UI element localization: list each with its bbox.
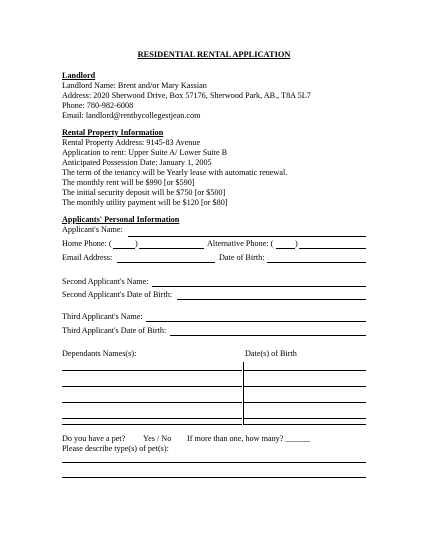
landlord-heading: Landlord [62, 71, 96, 80]
second-applicant-dob-field[interactable] [177, 290, 366, 300]
second-applicant-name-field[interactable] [152, 277, 366, 287]
document-title: RESIDENTIAL RENTAL APPLICATION [137, 50, 291, 59]
property-application: Application to rent: Upper Suite A/ Lower Suite B [62, 148, 228, 157]
property-heading: Rental Property Information [62, 128, 164, 137]
applicant-name-field[interactable] [128, 227, 366, 237]
dependants-names-label: Dependants Names(s): [62, 349, 137, 358]
property-utility: The monthly utility payment will be $120 [or $80] [62, 198, 228, 207]
alt-phone-label: Alternative Phone: ( [207, 239, 274, 248]
landlord-phone: Phone: 780-982-6008 [62, 101, 134, 110]
alt-phone-area-code-field[interactable] [276, 239, 295, 249]
home-phone-label: Home Phone: ( [62, 239, 112, 248]
landlord-email: Email: landlord@rentbycollegestjean.com [62, 111, 201, 120]
pet-yes-no[interactable]: Yes / No [143, 434, 172, 443]
third-applicant-name-field[interactable] [146, 312, 366, 322]
property-term: The term of the tenancy will be Yearly lease with automatic renewal. [62, 168, 288, 177]
pet-count-question: If more than one, how many? ______ [187, 434, 311, 443]
home-phone-number-field[interactable] [139, 239, 204, 249]
property-deposit: The initial security deposit will be $750 [or $500] [62, 188, 226, 197]
dependant-name-field[interactable] [62, 415, 242, 425]
pet-describe-label: Please describe type(s) of pet(s): [62, 444, 169, 453]
home-phone-area-code-field[interactable] [113, 239, 135, 249]
landlord-address: Address: 2020 Sherwood Drive, Box 57176, Sherwood Park, AB., T8A 5L7 [62, 91, 311, 100]
dependant-dob-field[interactable] [244, 393, 366, 403]
dob-field[interactable] [267, 253, 366, 263]
dependants-dates-label: Date(s) of Birth [245, 349, 297, 358]
dob-label: Date of Birth: [219, 253, 265, 262]
third-applicant-dob-label: Third Applicant's Date of Birth: [62, 326, 167, 335]
pet-question: Do you have a pet? [62, 434, 126, 443]
dependant-name-field[interactable] [62, 377, 242, 387]
dependant-dob-field[interactable] [244, 361, 366, 371]
property-address: Rental Property Address: 9145-83 Avenue [62, 138, 201, 147]
landlord-name: Landlord Name: Brent and/or Mary Kassian [62, 81, 207, 90]
third-applicant-dob-field[interactable] [170, 326, 366, 336]
second-applicant-name-label: Second Applicant's Name: [62, 277, 149, 286]
second-applicant-dob-label: Second Applicant's Date of Birth: [62, 290, 173, 299]
dependant-dob-field[interactable] [244, 415, 366, 425]
alt-phone-paren: ) [295, 239, 298, 248]
pet-description-field[interactable] [62, 453, 366, 463]
applicant-heading: Applicants' Personal Information [62, 215, 180, 224]
dependant-dob-field[interactable] [244, 377, 366, 387]
dependant-name-field[interactable] [62, 393, 242, 403]
email-label: Email Address: [62, 253, 113, 262]
property-possession: Anticipated Possession Date: January 1, 2005 [62, 158, 212, 167]
property-rent: The monthly rent will be $990 [or $590] [62, 178, 195, 187]
third-applicant-name-label: Third Applicant's Name: [62, 312, 143, 321]
alt-phone-number-field[interactable] [299, 239, 366, 249]
pet-description-field[interactable] [62, 468, 366, 478]
email-field[interactable] [117, 253, 215, 263]
home-phone-paren: ) [135, 239, 138, 248]
applicant-name-label: Applicant's Name: [62, 225, 123, 234]
dependants-column-divider [243, 362, 244, 425]
dependant-name-field[interactable] [62, 361, 242, 371]
